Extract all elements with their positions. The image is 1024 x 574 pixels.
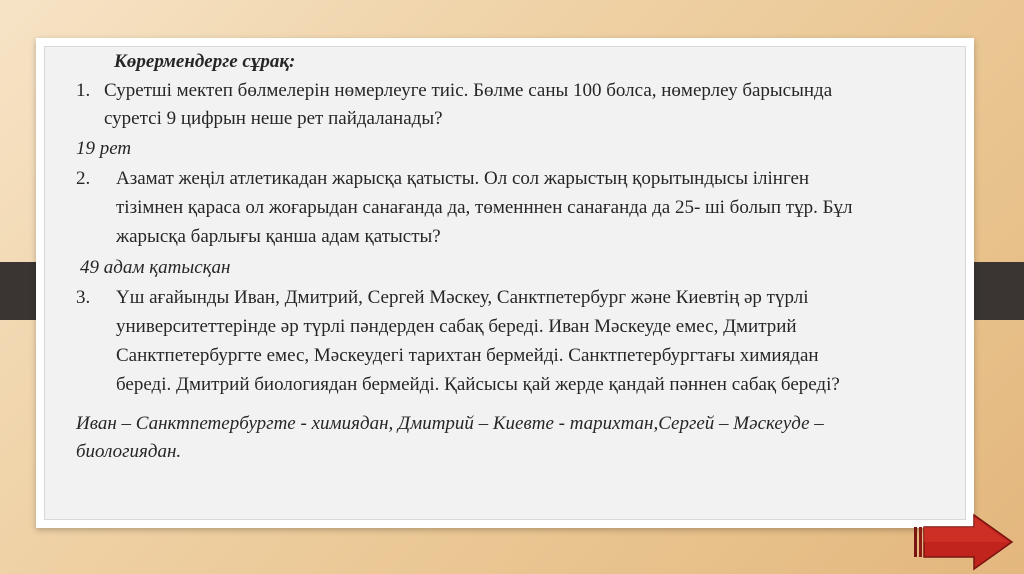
question-3-answer-line-1: Иван – Санктпетербургте - химиядан, Дмитрий – Киевте - тарихтан,Сергей – Мәскеуде – xyxy=(76,413,824,434)
question-1-answer: 19 рет xyxy=(76,138,132,159)
question-2-line-3: жарысқа барлығы қанша адам қатысты? xyxy=(116,226,441,247)
right-arrow-icon[interactable] xyxy=(912,513,1016,571)
question-3-line-2: университеттерінде әр түрлі пәндерден сабақ береді. Иван Мәскеуде емес, Дмитрий xyxy=(116,316,797,337)
question-2-answer: 49 адам қатысқан xyxy=(80,257,231,278)
question-1-line-1: Суретші мектеп бөлмелерін нөмерлеуге тиіс. Бөлме саны 100 болса, нөмерлеу барысында xyxy=(104,80,833,101)
question-3-line-4: береді. Дмитрий биологиядан бермейді. Қайсысы қай жерде қандай пәннен сабақ береді? xyxy=(116,374,840,395)
question-1-number: 1. xyxy=(76,80,91,101)
question-2-number: 2. xyxy=(76,168,91,189)
slide-heading: Көрермендерге сұрақ: xyxy=(114,51,296,72)
question-3-answer-line-2: биологиядан. xyxy=(76,441,182,462)
left-decor-bar xyxy=(0,262,36,320)
question-3-number: 3. xyxy=(76,287,91,308)
question-3-line-1: Үш ағайынды Иван, Дмитрий, Сергей Мәскеу, Санктпетербург және Киевтің әр түрлі xyxy=(116,287,809,308)
question-2-line-2: тізімнен қараса ол жоғарыдан санағанда да, төменннен санағанда да 25- ші болып тұр. Бұл xyxy=(116,197,853,218)
question-2-line-1: Азамат жеңіл атлетикадан жарысқа қатысты. Ол сол жарыстың қорытындысы ілінген xyxy=(116,168,810,189)
question-3-line-3: Санктпетербургте емес, Мәскеудегі тарихтан бермейді. Санктпетербургтағы химиядан xyxy=(116,345,819,366)
question-1-line-2: суретсі 9 цифрын неше рет пайдаланады? xyxy=(104,108,443,129)
